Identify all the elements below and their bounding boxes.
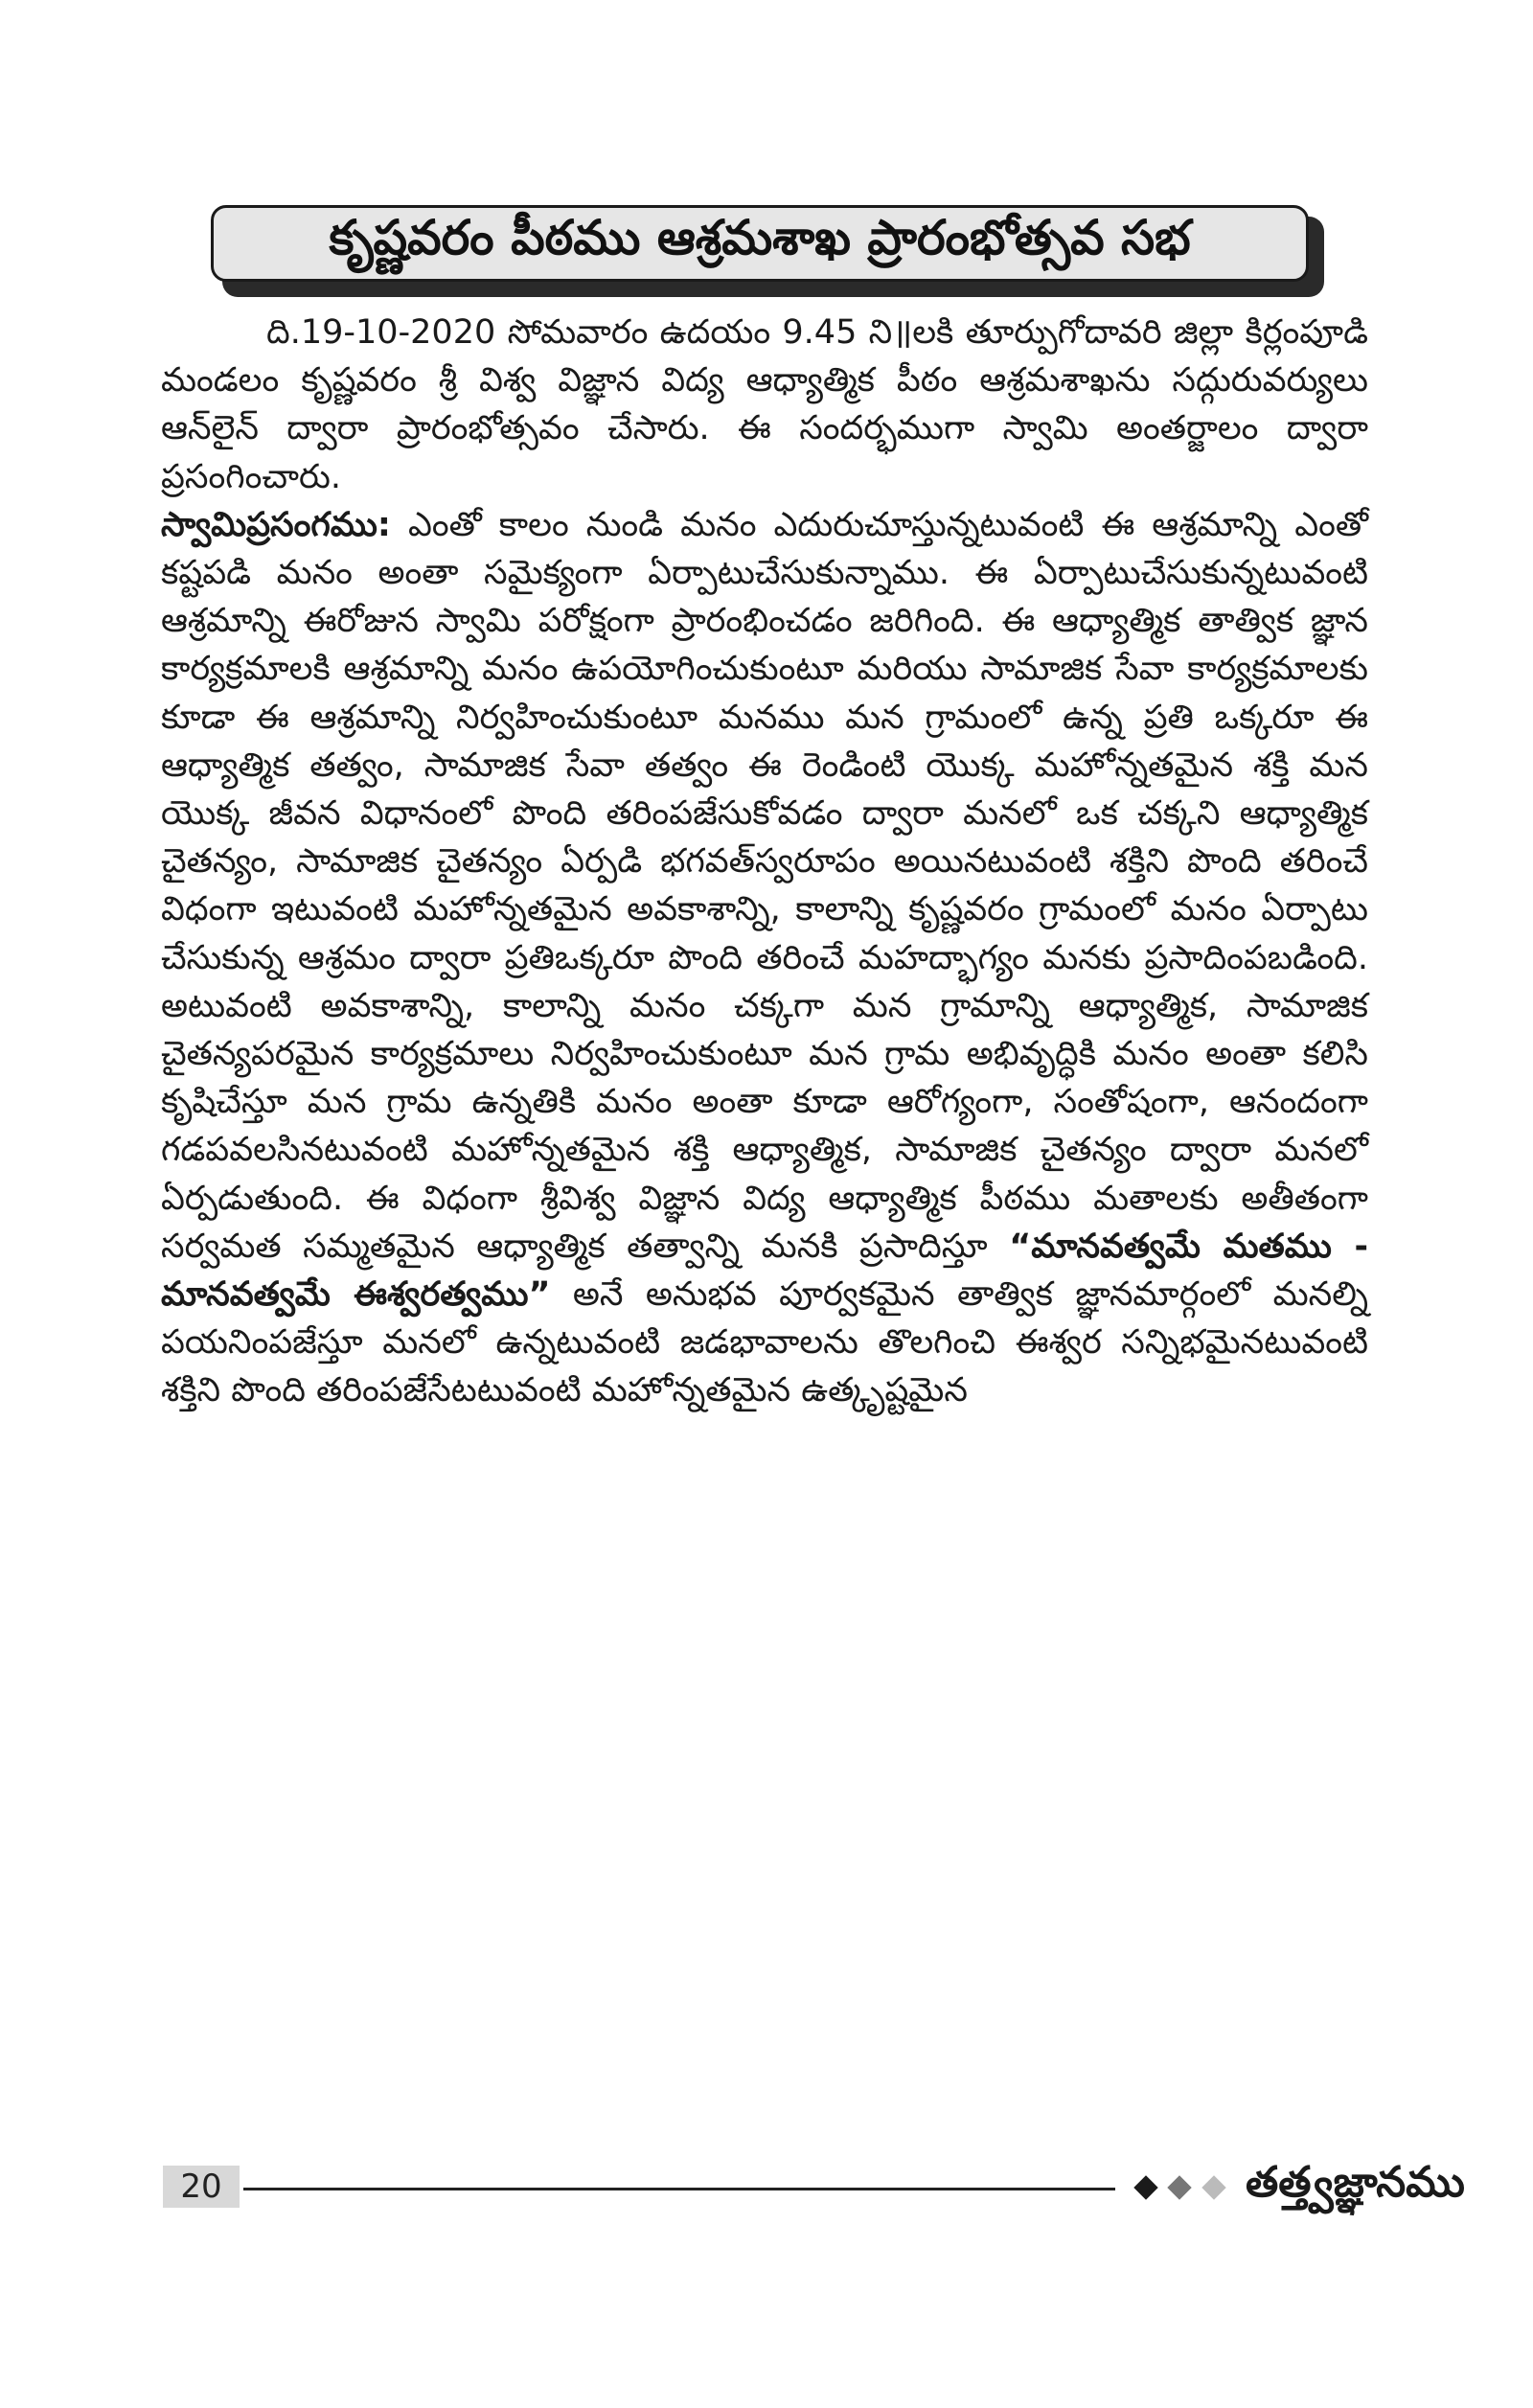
page-footer [163,2158,1465,2221]
magazine-name: తత్త్వజ్ఞానము [1246,2158,1465,2207]
speech-paragraph [161,501,1368,1415]
diamond-medium-icon [1167,2175,1191,2199]
page-title: కృష్ణవరం పీఠము ఆశ్రమశాఖ ప్రారంభోత్సవ సభ [329,209,1191,265]
footer-divider [243,2188,1115,2190]
diamond-dark-icon [1133,2175,1157,2199]
speech-text: ఎంతో కాలం నుండి మనం ఎదురుచూస్తున్నటువంటి ఈ ఆశ్రమాన్ని ఎంతో కష్టపడి మనం అంతా సమైక్యంగా ఏర్పాటుచేసుకున్నాము. ఈ ఏర్పాటుచేసుకున్నటువంటి ఆశ్రమాన్ని ఈరోజున స్వామి పరోక్షంగా ప్రారంభించడం జరిగింది. ఈ ఆధ్యాత్మిక తాత్విక జ్ఞాన కార్యక్రమాలకి ఆశ్రమాన్ని మనం ఉపయోగించుకుంటూ మరియు సామాజిక సేవా కార్యక్రమాలకు కూడా ఈ ఆశ్రమాన్ని నిర్వహించుకుంటూ మనము మన గ్రామంలో ఉన్న ప్రతి ఒక్కరూ ఈ ఆధ్యాత్మిక తత్వం, సామాజిక సేవా తత్వం ఈ రెండింటి యొక్క మహోన్నతమైన శక్తి మన యొక్క జీవన విధానంలో పొంది తరింపజేసుకోవడం ద్వారా మనలో ఒక చక్కని ఆధ్యాత్మిక చైతన్యం, సామాజిక చైతన్యం ఏర్పడి భగవత్‌స్వరూపం అయినటువంటి శక్తిని పొంది తరించే విధంగా ఇటువంటి మహోన్నతమైన అవకాశాన్ని, కాలాన్ని కృష్ణవరం గ్రామంలో మనం ఏర్పాటు చేసుకున్న ఆశ్రమం ద్వారా ప్రతిఒక్కరూ పొంది తరించే మహద్భాగ్యం మనకు ప్రసాదింపబడింది. అటువంటి అవకాశాన్ని, కాలాన్ని మనం చక్కగా మన గ్రామాన్ని ఆధ్యాత్మిక, సామాజిక చైతన్యపరమైన కార్యక్రమాలు నిర్వహించుకుంటూ మన గ్రామ అభివృద్ధికి మనం అంతా కలిసి కృషిచేస్తూ మన గ్రామ ఉన్నతికి మనం అంతా కూడా ఆరోగ్యంగా, సంతోషంగా, ఆనందంగా గడపవలసినటువంటి మహోన్నతమైన శక్తి ఆధ్యాత్మిక, సామాజిక చైతన్యం ద్వారా మనలో ఏర్పడుతుంది. ఈ విధంగా శ్రీవిశ్వ విజ్ఞాన విద్య ఆధ్యాత్మిక పీఠము మతాలకు అతీతంగా సర్వమత సమ్మతమైన ఆధ్యాత్మిక తత్వాన్ని మనకి ప్రసాదిస్తూ [161,505,1368,1266]
speech-label: స్వామిప్రసంగము: [161,505,391,544]
intro-paragraph: ది.19-10-2020 సోమవారం ఉదయం 9.45 ని॥లకి తూర్పుగోదావరి జిల్లా కిర్లంపూడి మండలం కృష్ణవరం శ్రీ విశ్వ విజ్ఞాన విద్య ఆధ్యాత్మిక పీఠం ఆశ్రమశాఖను సద్గురువర్యులు ఆన్‌లైన్ ద్వారా ప్రారంభోత్సవం చేసారు. ఈ సందర్భముగా స్వామి అంతర్జాలం ద్వారా ప్రసంగించారు. [161,313,1368,496]
diamond-light-icon [1201,2175,1225,2199]
page-number: 20 [163,2166,240,2208]
speech-text-after: అనే అనుభవ పూర్వకమైన తాత్విక జ్ఞానమార్గంలో మనల్ని పయనింపజేస్తూ మనలో ఉన్నటువంటి జడభావాలను తొలగించి ఈశ్వర సన్నిభమైనటువంటి శక్తిని పొంది తరింపజేసేటటువంటి మహోన్నతమైన ఉత్కృష్టమైన [161,1275,1368,1410]
quote-text: “మానవత్వమే మతము - మానవత్వమే ఈశ్వరత్వము” [161,1227,1368,1315]
article-body [161,309,1368,1415]
title-box [211,205,1309,282]
